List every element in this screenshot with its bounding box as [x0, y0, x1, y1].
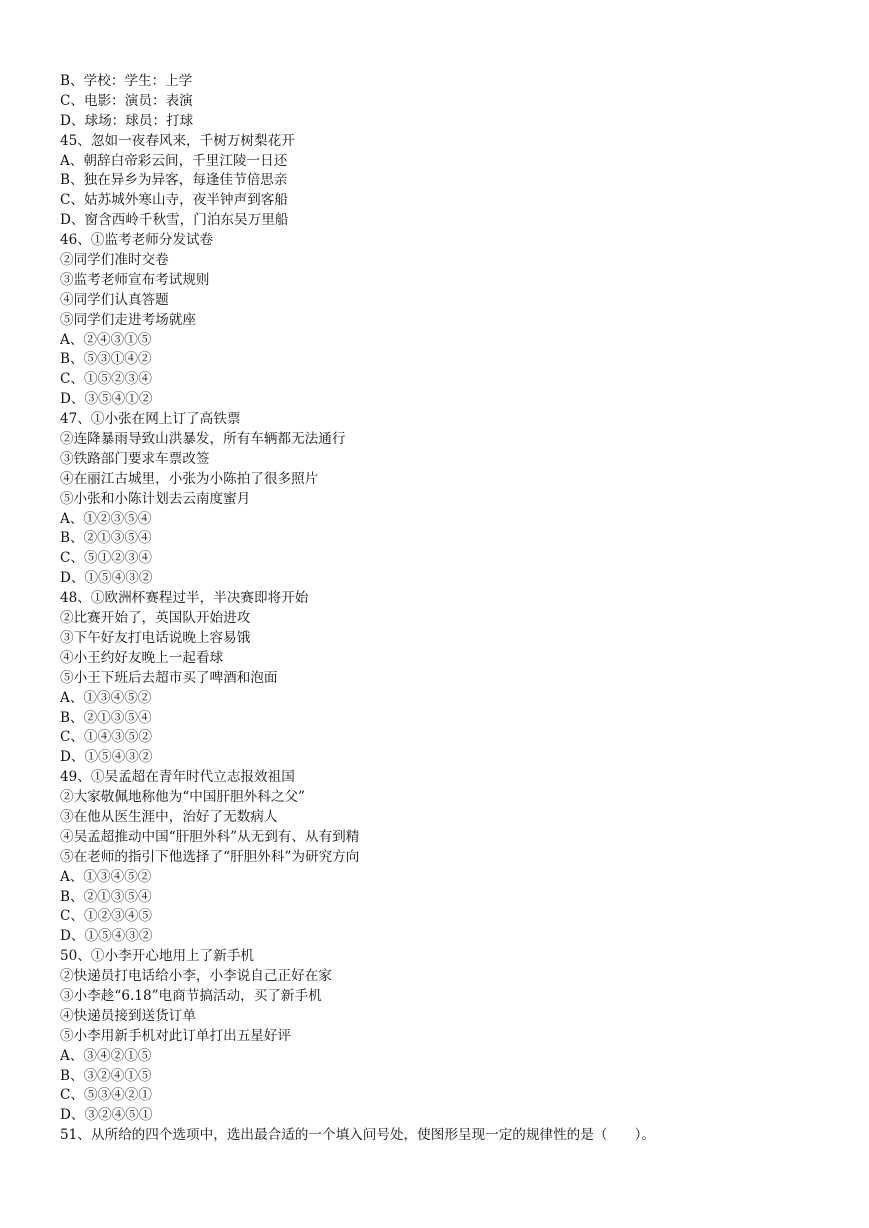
- q46-item-4: ④同学们认真答题: [60, 291, 169, 308]
- question-45: 45、忽如一夜春风来，千树万树梨花开: [60, 132, 295, 149]
- q50-item-4: ④快递员接到送货订单: [60, 1007, 196, 1024]
- option-b-q49: B、②①③⑤④: [60, 888, 152, 905]
- q47-item-5: ⑤小张和小陈计划去云南度蜜月: [60, 490, 251, 507]
- option-c-q47: C、⑤①②③④: [60, 550, 152, 567]
- option-a-q50: A、③④②①⑤: [60, 1047, 152, 1064]
- option-b-q47: B、②①③⑤④: [60, 530, 152, 547]
- question-51: 51、从所给的四个选项中，选出最合适的一个填入问号处，使图形呈现一定的规律性的是（ ）。: [60, 1127, 656, 1144]
- question-50: 50、①小李开心地用上了新手机: [60, 948, 255, 965]
- q48-item-2: ②比赛开始了，英国队开始进攻: [60, 610, 251, 627]
- option-a-q48: A、①③④⑤②: [60, 689, 152, 706]
- q47-item-2: ②连降暴雨导致山洪暴发，所有车辆都无法通行: [60, 431, 346, 448]
- option-b-q46: B、⑤③①④②: [60, 351, 152, 368]
- question-46: 46、①监考老师分发试卷: [60, 232, 214, 249]
- document-page: [60, 72, 840, 1146]
- q49-item-3: ③在他从医生涯中，治好了无数病人: [60, 808, 278, 825]
- q47-item-3: ③铁路部门要求车票改签: [60, 450, 210, 467]
- q46-item-5: ⑤同学们走进考场就座: [60, 311, 196, 328]
- option-b-q50: B、③②④①⑤: [60, 1067, 152, 1084]
- q49-item-5: ⑤在老师的指引下他选择了“肝胆外科”为研究方向: [60, 848, 360, 865]
- option-b-q44: B、学校：学生：上学: [60, 73, 193, 89]
- q49-item-4: ④吴孟超推动中国“肝胆外科”从无到有、从有到精: [60, 828, 360, 845]
- option-b-q48: B、②①③⑤④: [60, 709, 152, 726]
- q49-item-2: ②大家敬佩地称他为“中国肝胆外科之父”: [60, 789, 305, 806]
- question-47: 47、①小张在网上订了高铁票: [60, 411, 241, 428]
- option-a-q47: A、①②③⑤④: [60, 510, 152, 527]
- q50-item-3: ③小李趁“6.18”电商节搞活动，买了新手机: [60, 987, 322, 1004]
- option-a-q49: A、①③④⑤②: [60, 868, 152, 885]
- question-49: 49、①吴孟超在青年时代立志报效祖国: [60, 769, 295, 786]
- option-d-q47: D、①⑤④③②: [60, 570, 153, 587]
- option-c-q48: C、①④③⑤②: [60, 729, 152, 746]
- option-c-q45: C、姑苏城外寒山寺，夜半钟声到客船: [60, 192, 288, 209]
- question-48: 48、①欧洲杯赛程过半，半决赛即将开始: [60, 590, 309, 607]
- q46-item-3: ③监考老师宣布考试规则: [60, 271, 210, 288]
- option-d-q50: D、③②④⑤①: [60, 1107, 153, 1124]
- option-d-q49: D、①⑤④③②: [60, 928, 153, 945]
- q50-item-5: ⑤小李用新手机对此订单打出五星好评: [60, 1027, 292, 1044]
- option-a-q45: A、朝辞白帝彩云间，千里江陵一日还: [60, 152, 288, 169]
- option-d-q44: D、球场：球员：打球: [60, 112, 194, 129]
- q46-item-2: ②同学们准时交卷: [60, 252, 169, 269]
- option-c-q46: C、①⑤②③④: [60, 371, 152, 388]
- option-d-q46: D、③⑤④①②: [60, 391, 153, 408]
- q50-item-2: ②快递员打电话给小李，小李说自己正好在家: [60, 968, 332, 985]
- q48-item-3: ③下午好友打电话说晚上容易饿: [60, 629, 251, 646]
- option-c-q49: C、①②③④⑤: [60, 908, 152, 925]
- option-c-q50: C、⑤③④②①: [60, 1087, 152, 1104]
- q48-item-4: ④小王约好友晚上一起看球: [60, 649, 224, 666]
- q47-item-4: ④在丽江古城里，小张为小陈拍了很多照片: [60, 470, 319, 487]
- q48-item-5: ⑤小王下班后去超市买了啤酒和泡面: [60, 669, 278, 686]
- option-a-q46: A、②④③①⑤: [60, 331, 152, 348]
- option-c-q44: C、电影：演员：表演: [60, 92, 193, 109]
- option-d-q48: D、①⑤④③②: [60, 749, 153, 766]
- option-d-q45: D、窗含西岭千秋雪，门泊东吴万里船: [60, 212, 289, 229]
- option-b-q45: B、独在异乡为异客，每逢佳节倍思亲: [60, 172, 288, 189]
